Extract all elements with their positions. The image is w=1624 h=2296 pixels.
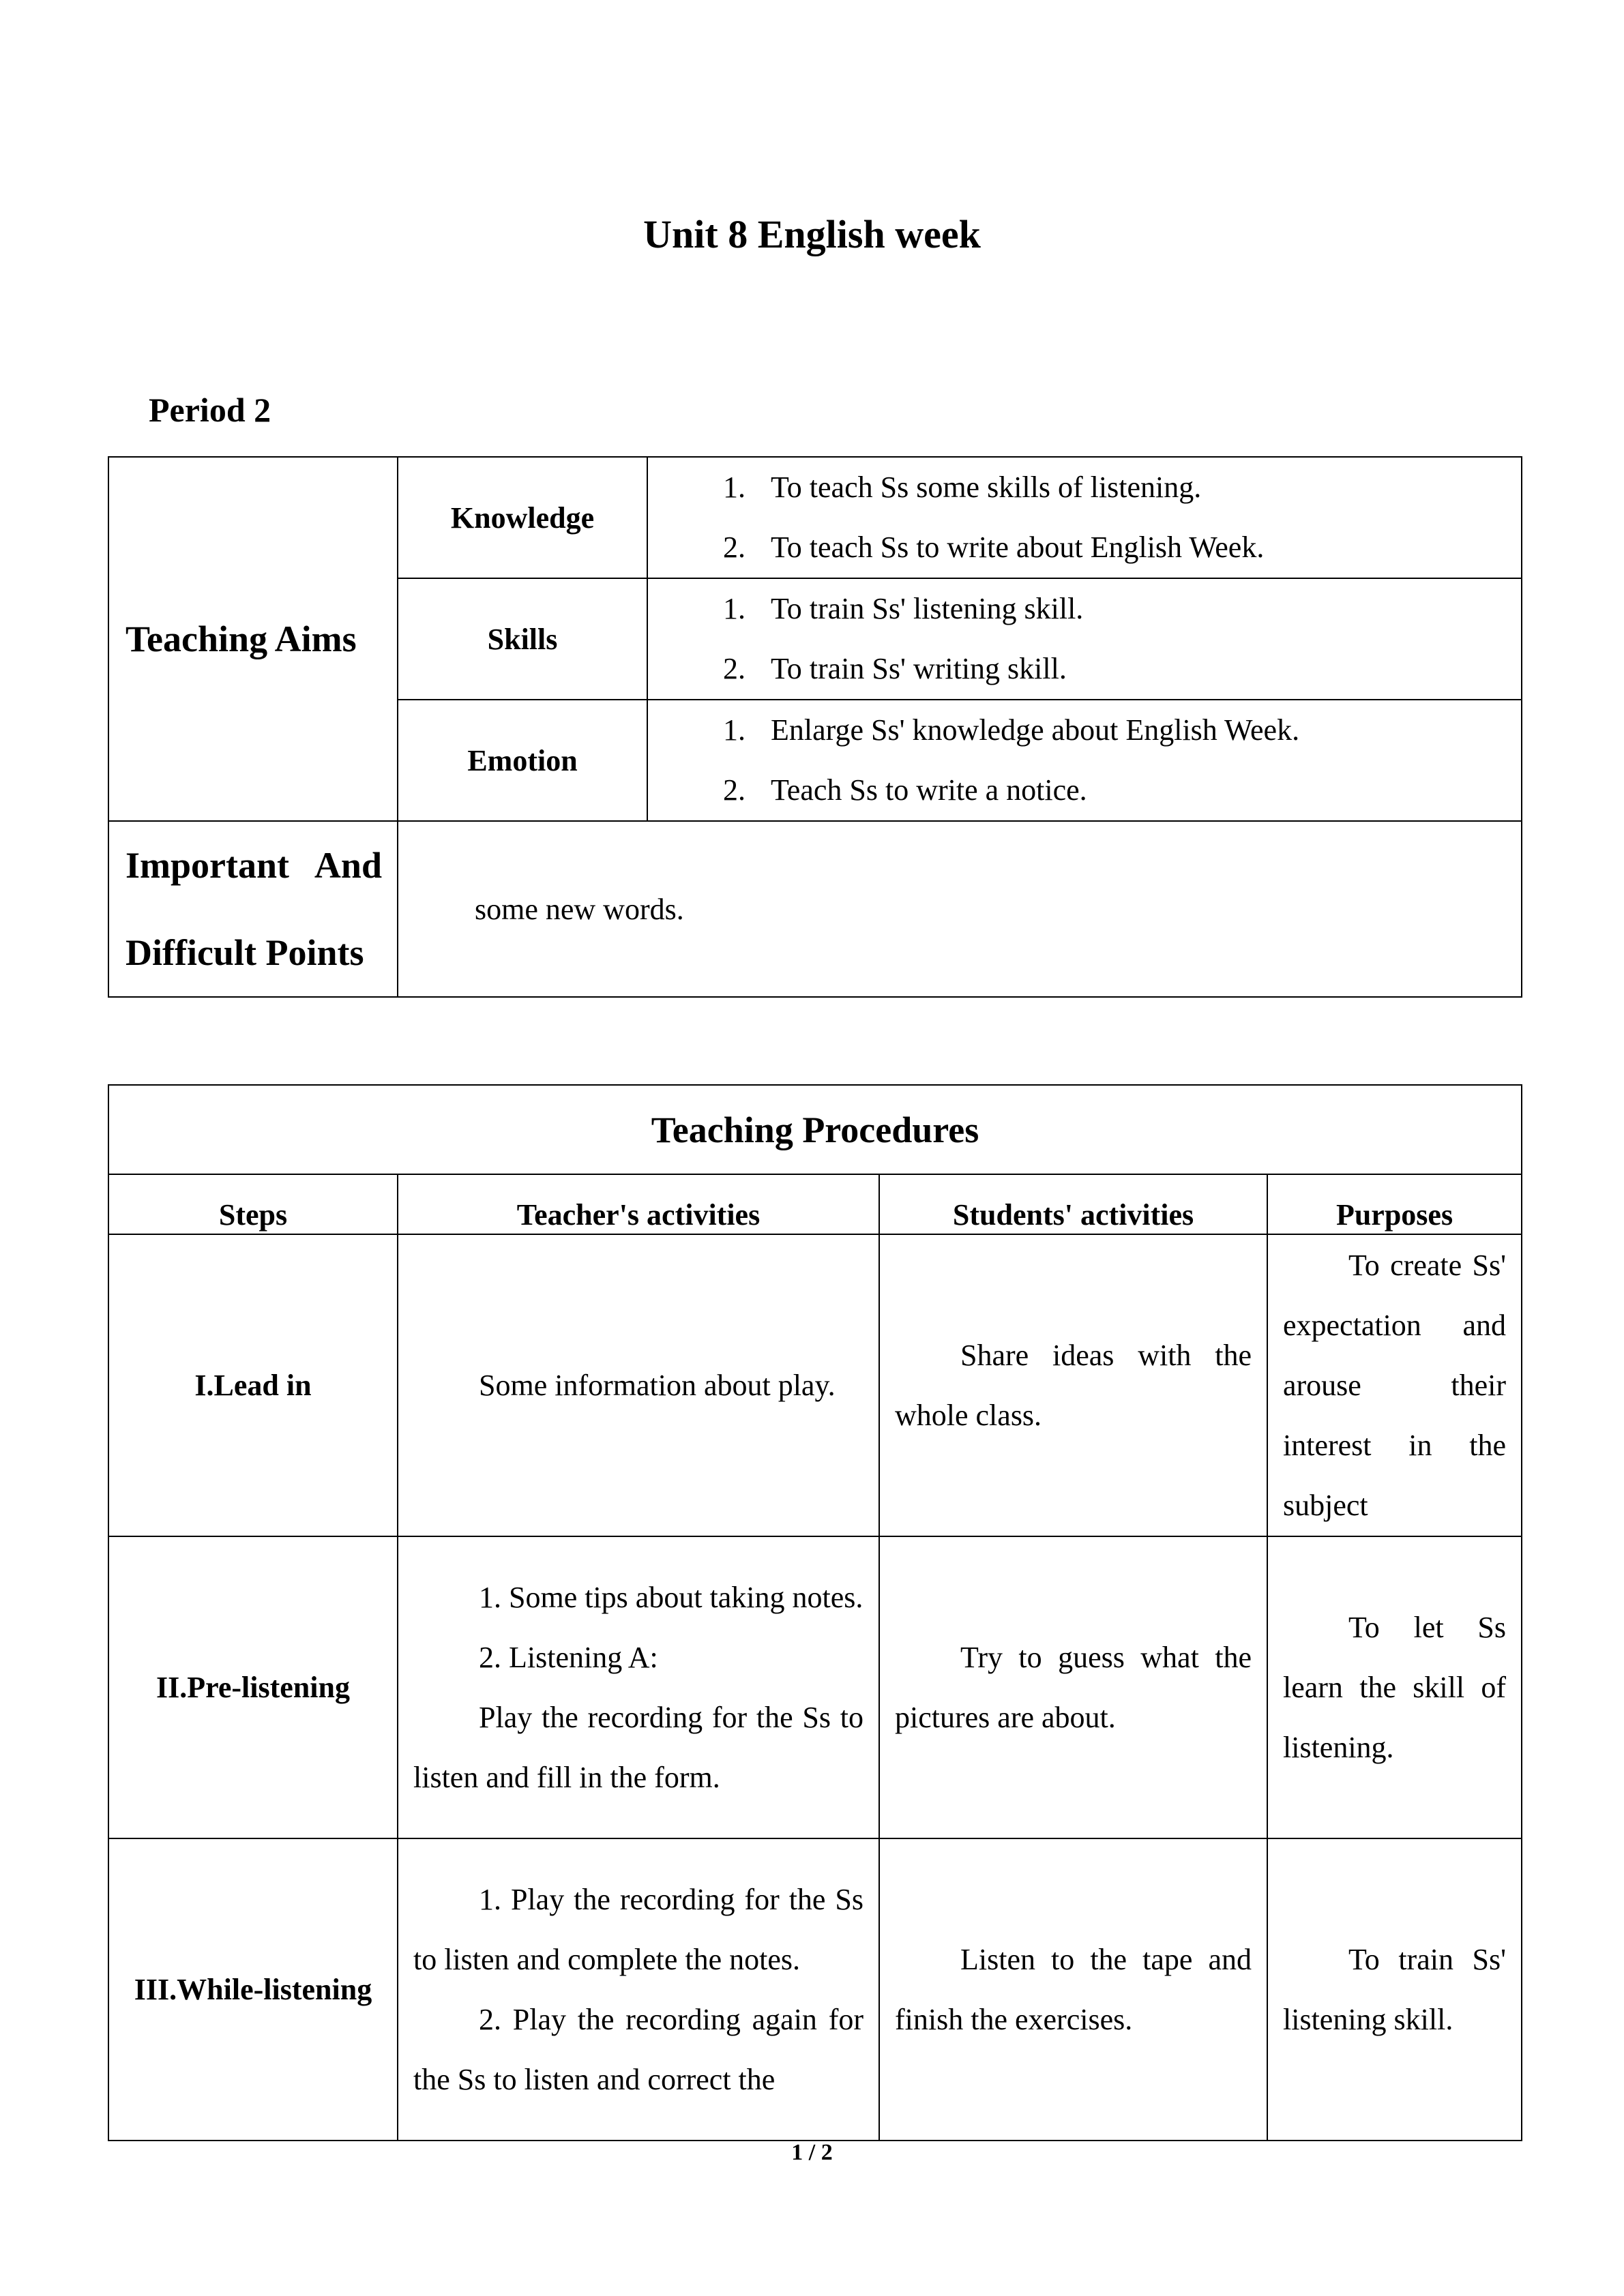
step-pre-listening: II.Pre-listening [108,1536,398,1838]
table-row [108,1536,1522,1838]
aims-table [108,456,1522,998]
points-row [108,821,1522,997]
aims-items-emotion [647,700,1522,821]
student-activity: Try to guess what the pictures are about. [879,1536,1267,1838]
procedures-title: Teaching Procedures [108,1085,1522,1174]
header-students: Students' activities [879,1174,1267,1234]
teacher-activity: 1. Some tips about taking notes. 2. Listening A: Play the recording for the Ss to listen and fill in the form. [398,1536,879,1838]
list-item: 1. To train Ss' listening skill. [723,592,1084,625]
document-title: Unit 8 English week [643,212,981,256]
header-teacher: Teacher's activities [398,1174,879,1234]
teacher-activity: 1. Play the recording for the Ss to listen and complete the notes. 2. Play the recording again for the Ss to listen and correct the [398,1838,879,2141]
table-row [108,1234,1522,1536]
list-item: 2. To teach Ss to write about English Week. [723,531,1265,564]
list-item: 1. To teach Ss some skills of listening. [723,471,1202,504]
aims-items-knowledge [647,457,1522,578]
aims-category-skills: Skills [398,578,647,700]
aims-category-emotion: Emotion [398,700,647,821]
important-points-value: some new words. [398,821,1522,997]
aims-items-skills [647,578,1522,700]
period-label: Period 2 [149,391,271,429]
page-number: 1 / 2 [791,2140,833,2165]
procedures-table [108,1084,1522,2141]
teaching-aims-label: Teaching Aims [108,457,398,821]
aims-row-knowledge [108,457,1522,578]
list-item: 1. Enlarge Ss' knowledge about English Week. [723,713,1300,747]
table-row [108,1838,1522,2141]
purpose: To create Ss' expectation and arouse their interest in the subject [1267,1234,1522,1536]
list-item: 2. Teach Ss to write a notice. [723,773,1087,807]
procedures-header-row [108,1174,1522,1234]
purpose: To train Ss' listening skill. [1267,1838,1522,2141]
teacher-activity: Some information about play. [398,1234,879,1536]
header-steps: Steps [108,1174,398,1234]
student-activity: Share ideas with the whole class. [879,1234,1267,1536]
important-points-label [108,821,398,997]
step-lead-in: I.Lead in [108,1234,398,1536]
step-while-listening: III.While-listening [108,1838,398,2141]
header-purposes: Purposes [1267,1174,1522,1234]
points-label-line-2: Difficult Points [126,932,364,973]
purpose: To let Ss learn the skill of listening. [1267,1536,1522,1838]
aims-category-knowledge: Knowledge [398,457,647,578]
list-item: 2. To train Ss' writing skill. [723,652,1067,685]
points-label-line-1: Important And [126,845,382,886]
student-activity: Listen to the tape and finish the exercises. [879,1838,1267,2141]
